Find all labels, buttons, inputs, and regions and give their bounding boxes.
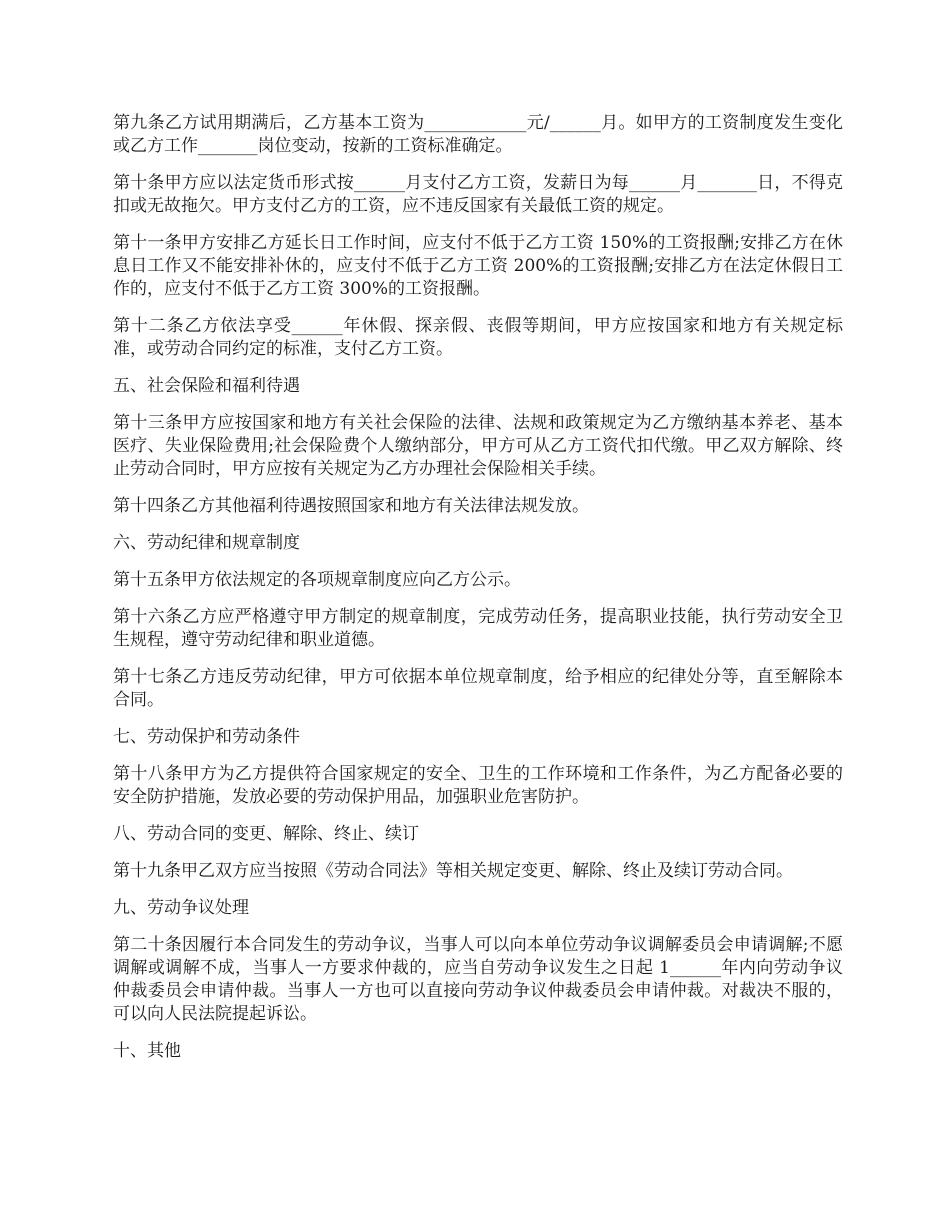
section-heading-9: 九、劳动争议处理 [113, 898, 249, 918]
section-heading-8: 八、劳动合同的变更、解除、终止、续订 [113, 824, 419, 844]
article-11: 第十一条甲方安排乙方延长日工作时间，应支付不低于乙方工资 150%的工资报酬;安排乙方在休息日工作又不能安排补休的，应支付不低于乙方工资 200%的工资报酬;安排乙方在法定休假日工作的，应支付不低于乙方工资 300%的工资报酬。 [113, 233, 843, 299]
article-14: 第十四条乙方其他福利待遇按照国家和地方有关法律法规发放。 [113, 496, 589, 516]
article-12: 第十二条乙方依法享受______年休假、探亲假、丧假等期间，甲方应按国家和地方有关规定标准，或劳动合同约定的标准，支付乙方工资。 [113, 316, 843, 359]
article-10: 第十条甲方应以法定货币形式按______月支付乙方工资，发薪日为每______月_______日，不得克扣或无故拖欠。甲方支付乙方的工资，应不违反国家有关最低工资的规定。 [113, 173, 843, 216]
section-heading-5: 五、社会保险和福利待遇 [113, 376, 300, 396]
article-18: 第十八条甲方为乙方提供符合国家规定的安全、卫生的工作环境和工作条件，为乙方配备必要的安全防护措施，发放必要的劳动保护用品，加强职业危害防护。 [113, 764, 843, 807]
section-heading-10: 十、其他 [113, 1041, 181, 1061]
section-heading-7: 七、劳动保护和劳动条件 [113, 727, 300, 747]
article-13: 第十三条甲方应按国家和地方有关社会保险的法律、法规和政策规定为乙方缴纳基本养老、基本医疗、失业保险费用;社会保险费个人缴纳部分，甲方可从乙方工资代扣代缴。甲乙双方解除、终止劳动合同时，甲方应按有关规定为乙方办理社会保险相关手续。 [113, 413, 843, 479]
article-9: 第九条乙方试用期满后，乙方基本工资为____________元/______月。如甲方的工资制度发生变化或乙方工作_______岗位变动，按新的工资标准确定。 [113, 113, 843, 156]
article-16: 第十六条乙方应严格遵守甲方制定的规章制度，完成劳动任务，提高职业技能，执行劳动安全卫生规程，遵守劳动纪律和职业道德。 [113, 607, 843, 650]
article-20: 第二十条因履行本合同发生的劳动争议，当事人可以向本单位劳动争议调解委员会申请调解;不愿调解或调解不成，当事人一方要求仲裁的，应当自劳动争议发生之日起 1______年内向劳动争议仲裁委员会申请仲裁。当事人一方也可以直接向劳动争议仲裁委员会申请仲裁。对裁决不服的，可以向人民法院提起诉讼。 [113, 935, 843, 1024]
article-15: 第十五条甲方依法规定的各项规章制度应向乙方公示。 [113, 570, 521, 590]
article-19: 第十九条甲乙双方应当按照《劳动合同法》等相关规定变更、解除、终止及续订劳动合同。 [113, 861, 793, 881]
document-body [113, 112, 843, 1077]
section-heading-6: 六、劳动纪律和规章制度 [113, 533, 300, 553]
article-17: 第十七条乙方违反劳动纪律，甲方可依据本单位规章制度，给予相应的纪律处分等，直至解除本合同。 [113, 667, 843, 710]
